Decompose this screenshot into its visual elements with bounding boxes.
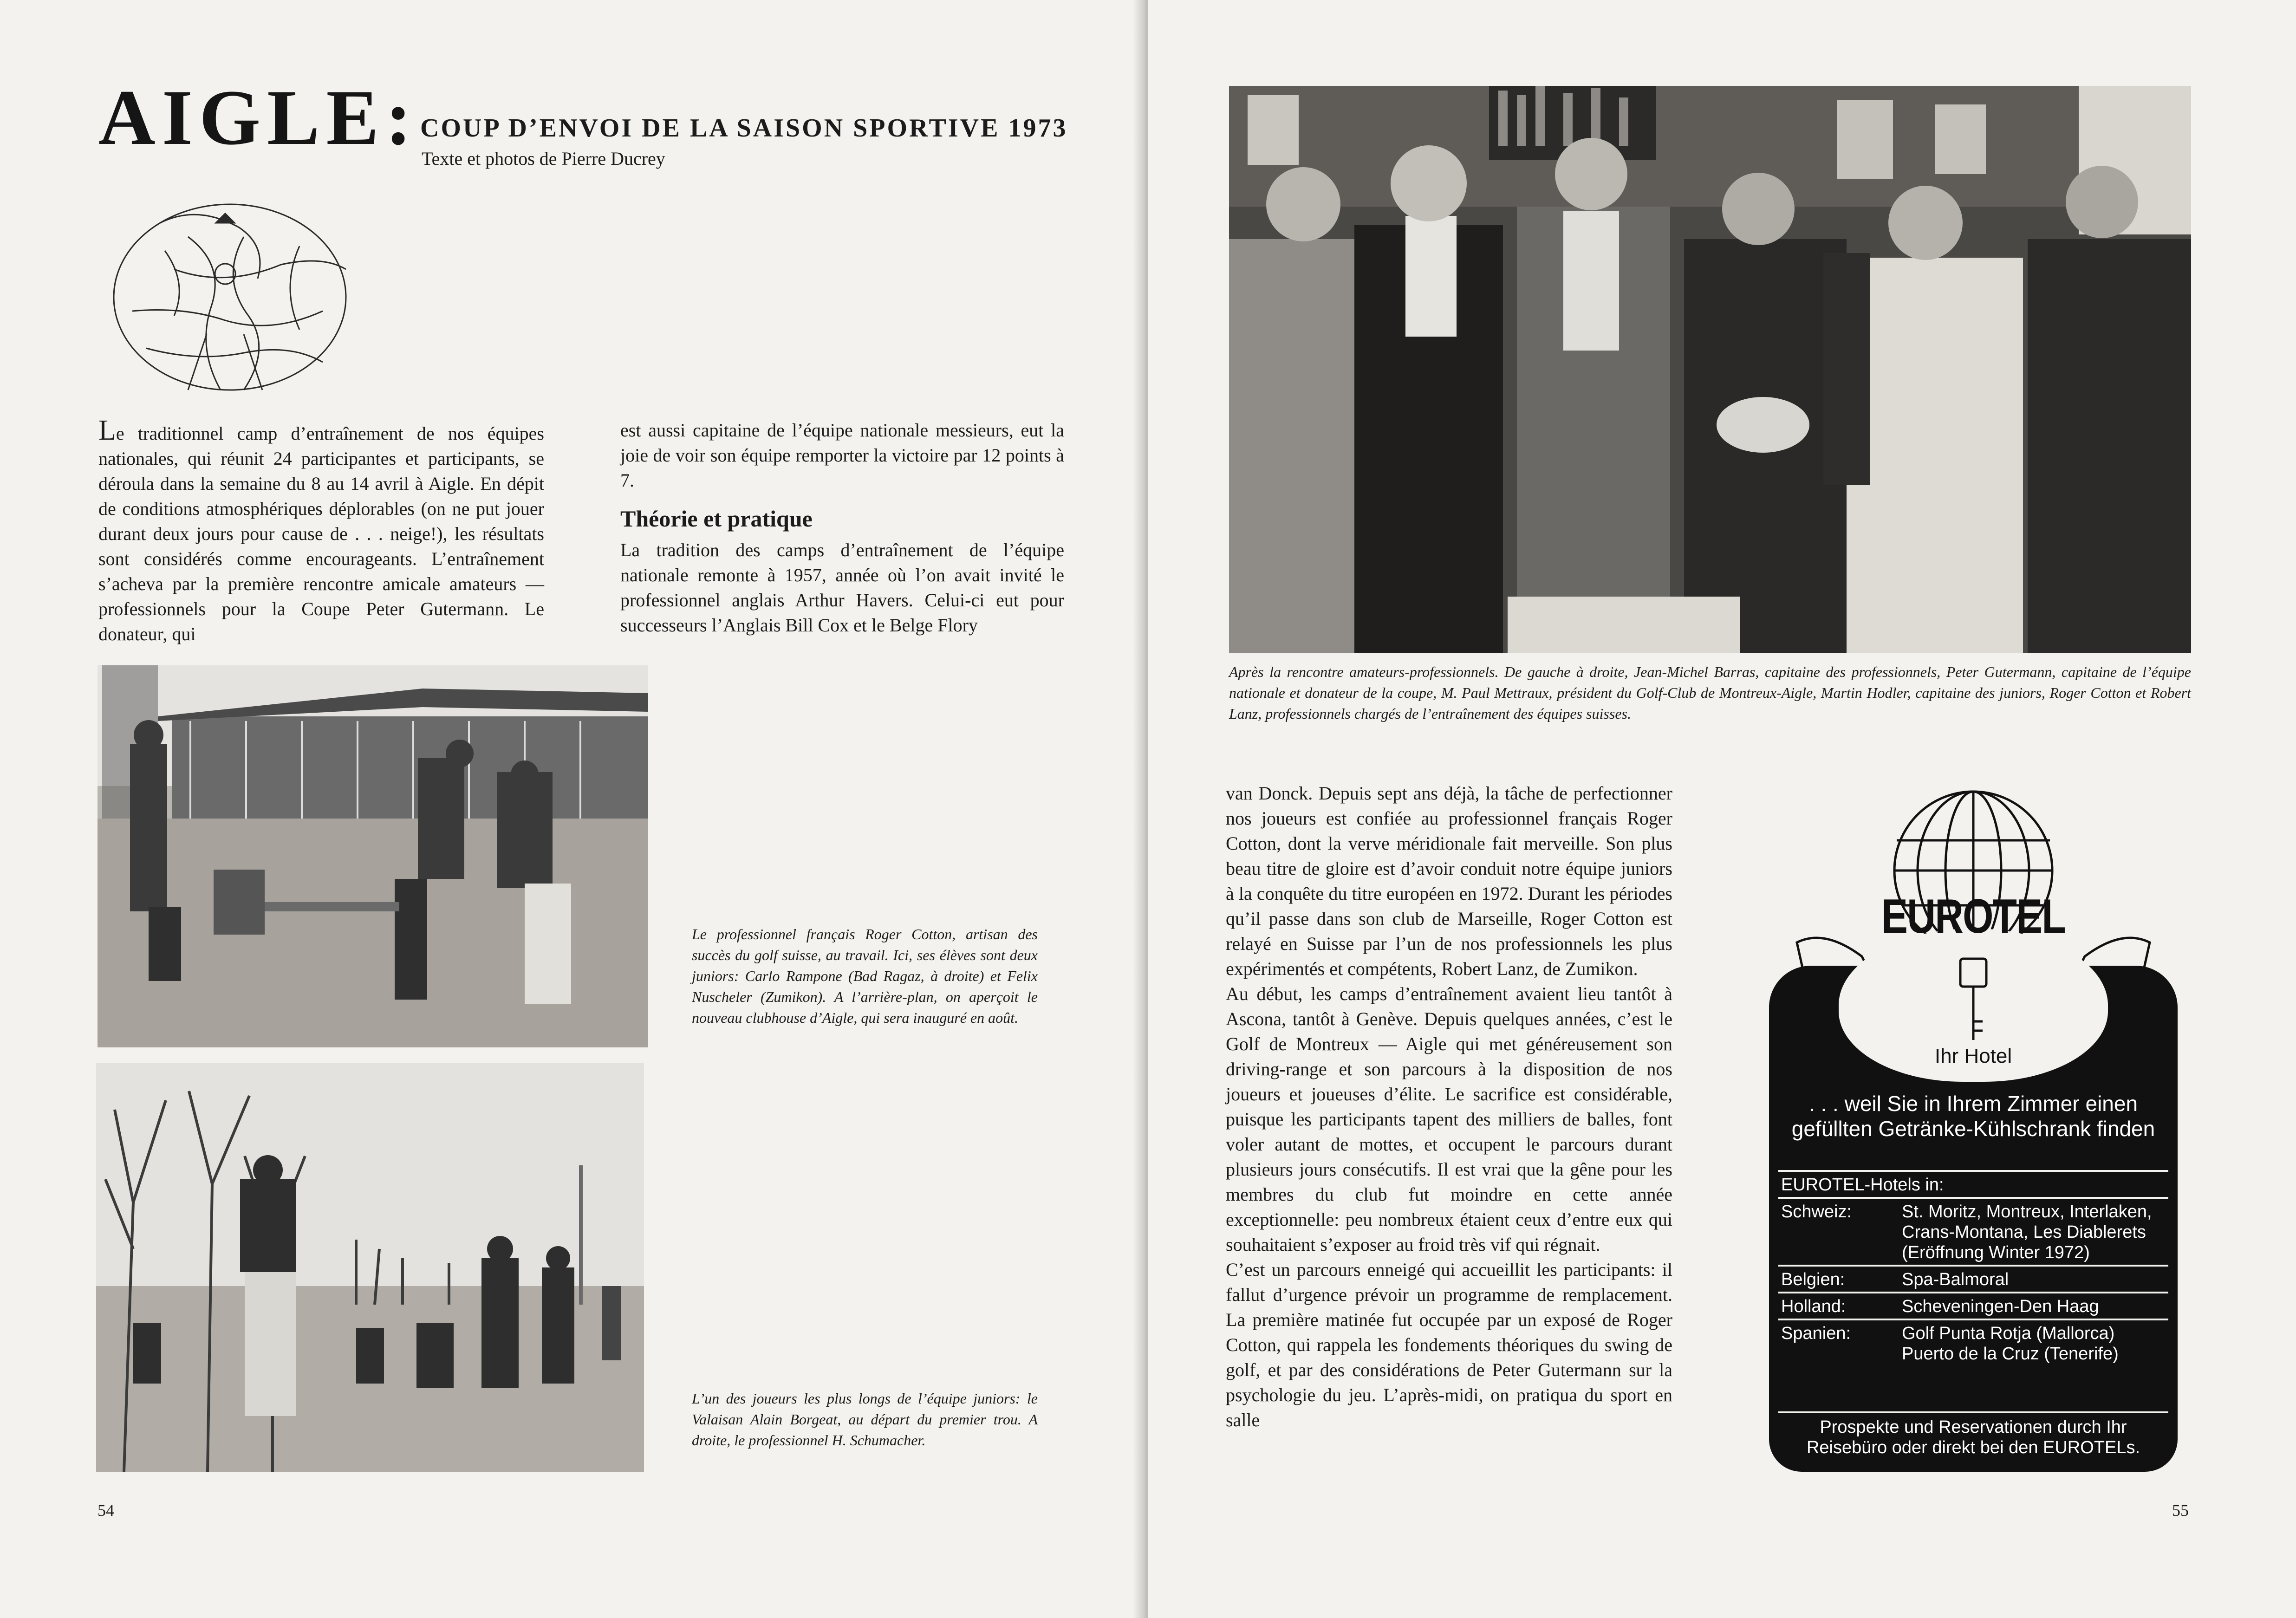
ad-places: Golf Punta Rotja (Mallorca) Puerto de la Cruz (Tenerife) — [1902, 1324, 2119, 1364]
photo-first-tee — [96, 1063, 644, 1472]
ad-country: Schweiz: — [1781, 1202, 1852, 1222]
section-paragraph: La tradition des camps d’entraînement de l’équipe nationale remonte à 1957, année où l’on avait invité le professionnel anglais Arthur Havers. Celui-ci eut pour successeurs l’Anglais Bill Cox et le Belge Flory — [620, 539, 1064, 636]
ad-places: St. Moritz, Montreux, Interlaken, Crans-Montana, Les Diablerets (Eröffnung Winter 1972) — [1902, 1202, 2152, 1262]
subtitle: COUP D’ENVOI DE LA SAISON SPORTIVE 1973 — [420, 114, 1068, 143]
ad-row — [1778, 1265, 2168, 1292]
ad-footer: Prospekte und Reservationen durch Ihr Reisebüro oder direkt bei den EUROTELs. — [1778, 1411, 2168, 1458]
intro-column — [98, 415, 544, 647]
ad-slogan: Ihr Hotel — [1934, 1045, 2012, 1067]
ad-hotels-heading: EUROTEL-Hotels in: — [1778, 1170, 2168, 1197]
photo-group-image — [1229, 86, 2191, 653]
left-page — [0, 0, 1143, 1618]
sketch-drawing — [104, 195, 364, 409]
section-title: Théorie et pratique — [620, 506, 813, 532]
key-icon — [1955, 956, 1992, 1045]
body-paragraph-2: Au début, les camps d’entraînement avaient lieu tantôt à Ascona, tantôt à Genève. Depuis quelques années, c’est le Golf de Montreux — Aigle qui met généreusement son driving-range et son parcours à la disposition de nos joueurs et joueuses d’élite. Le sacrifice est considérable, puisque les participants tapent des milliers de balles, font voler autant de mottes, et occupent le parcours durant plusieurs jours consécutifs. Il est vrai que la gêne pour les membres du club fut moindre en cette année exceptionnelle: peu nombreux étaient ceux d’entre eux qui souhaitaient s’exposer au froid très vif qui régnait. — [1226, 983, 1672, 1255]
col2-paragraph: est aussi capitaine de l’équipe nationale messieurs, eut la joie de voir son équipe remporter la victoire par 12 points à 7. — [620, 420, 1064, 491]
photo-training-lesson — [98, 665, 648, 1047]
ad-country: Belgien: — [1781, 1270, 1845, 1289]
body-paragraph-3: C’est un parcours enneigé qui accueillit les participants: il fallut d’urgence prévoir un programme de remplacement. La première matinée fut occupée par un exposé de Roger Cotton, qui rappela les fondements théoriques du swing de golf, et par des considérations de Peter Gutermann sur la psychologie du jeu. L’après-midi, on pratiqua du sport en salle — [1226, 1259, 1672, 1430]
page-number-right: 55 — [2172, 1501, 2189, 1520]
byline: Texte et photos de Pierre Ducrey — [422, 148, 665, 169]
ad-places: Spa-Balmoral — [1902, 1270, 2009, 1289]
drop-cap: L — [98, 415, 116, 446]
body-paragraph-1: van Donck. Depuis sept ans déjà, la tâche de perfectionner nos joueurs est confiée au professionnel français Roger Cotton, dont la verve méridionale fait merveille. Son plus beau titre de gloire est d’avoir conduit notre équipe juniors à la conquête du titre européen en 1972. Durant les périodes qu’il passe dans son club de Marseille, Roger Cotton est relayé en Suisse par l’un de nos professionnels les plus expérimentés et compétents, Robert Lanz, de Zumikon. — [1226, 783, 1672, 979]
ad-country: Spanien: — [1781, 1324, 1851, 1343]
page-number-left: 54 — [98, 1501, 114, 1520]
ad-places: Scheveningen-Den Haag — [1902, 1297, 2099, 1316]
body-column-right — [1226, 781, 1672, 1433]
eurotel-logo: EUROTEL — [1881, 890, 2065, 943]
ad-tagline: . . . weil Sie in Ihrem Zimmer einen gefüllten Getränke-Kühlschrank finden — [1791, 1092, 2155, 1141]
photo-training-image — [98, 665, 648, 1047]
photo-first-tee-image — [96, 1063, 644, 1472]
headline: AIGLE: — [98, 74, 418, 161]
intro-text: e traditionnel camp d’entraînement de nos équipes nationales, qui réunit 24 participantes et participants, se déroula dans la semaine du 8 au 14 avril à Aigle. En dépit de conditions atmosphériques déplorables (on ne put jouer durant deux jours pour cause de . . . neige!), les résultats sont considérés comme encourageants. L’entraînement s’acheva par la première rencontre amicale amateurs — professionnels pour la Coupe Peter Gutermann. Le donateur, qui — [98, 423, 544, 644]
caption-group: Après la rencontre amateurs-professionnels. De gauche à droite, Jean-Michel Barras, capitaine des professionnels, Peter Gutermann, capitaine de l’équipe nationale et donateur de la coupe, M. Paul Mettraux, président du Golf-Club de Montreux-Aigle, Martin Hodler, capitaine des juniors, Roger Cotton et Robert Lanz, professionnels chargés de l’entraînement des équipes suisses. — [1229, 663, 2191, 722]
ad-row — [1778, 1197, 2168, 1265]
ad-country: Holland: — [1781, 1297, 1846, 1316]
ad-row — [1778, 1292, 2168, 1319]
golf-swing-sketch — [104, 195, 364, 409]
intro-paragraph — [98, 415, 544, 647]
ad-row — [1778, 1319, 2168, 1366]
caption-first-tee: L’un des joueurs les plus longs de l’équipe juniors: le Valaisan Alain Borgeat, au départ du premier trou. A droite, le professionnel H. Schumacher. — [692, 1390, 1038, 1449]
photo-group-awards — [1229, 86, 2191, 653]
caption-training: Le professionnel français Roger Cotton, artisan des succès du golf suisse, au travail. Ici, ses élèves sont deux juniors: Carlo Rampone (Bad Ragaz, à droite) et Felix Nuscheler (Zumikon). A l’arrière-plan, on aperçoit le nouveau clubhouse d’Aigle, qui sera inauguré en août. — [692, 926, 1038, 1026]
ad-hotel-table — [1778, 1170, 2168, 1366]
eurotel-advertisement — [1769, 789, 2178, 1472]
second-column — [620, 418, 1064, 638]
